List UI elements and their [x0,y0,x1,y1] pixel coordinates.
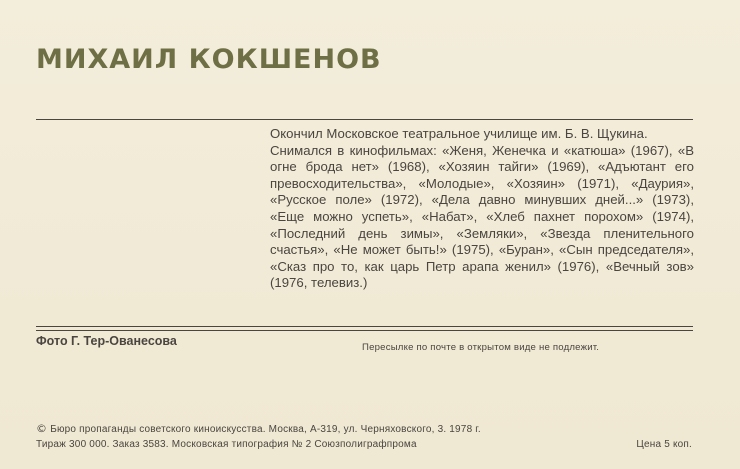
print-run-text: Тираж 300 000. Заказ 3583. Московская типография № 2 Союзполиграфпрома [36,439,417,450]
divider-upper [36,326,693,327]
actor-name: МИХАИЛ КОКШЕНОВ [36,44,382,75]
biography [270,126,694,292]
imprint-publisher [36,421,481,437]
divider-lower [36,330,693,331]
imprint-line-1 [36,421,692,437]
biography-filmography: Снимался в кинофильмах: «Женя, Женечка и «катюша» (1967), «В огне брода нет» (1968), «Хозяин тайги» (1969), «Адъютант его превосходительства», «Молодые», «Хозяин» (1971), «Даурия», «Русское поле» (1972), «Дела давно минувших дней...» (1973), «Еще можно успеть», «Набат», «Хлеб пахнет порохом» (1974), «Последний день зимы», «Земляки», «Звезда пленительного счастья», «Не может быть!» (1975), «Буран», «Сын председателя», «Сказ про то, как царь Петр арапа женил» (1976), «Вечный зов» (1976, телевиз.) [270,142,694,291]
price-text: Цена 5 коп. [636,439,692,450]
photo-credit: Фото Г. Тер-Ованесова [36,334,177,348]
imprint [36,421,692,452]
imprint-line-2 [36,437,692,452]
top-divider [36,119,693,120]
publisher-text: Бюро пропаганды советского киноискусства. Москва, А-319, ул. Черняховского, 3. 1978 г. [50,424,481,435]
mail-notice: Пересылке по почте в открытом виде не подлежит. [362,342,600,353]
biography-education: Окончил Московское театральное училище им. Б. В. Щукина. [270,126,648,141]
copyright-symbol: © [36,422,48,435]
